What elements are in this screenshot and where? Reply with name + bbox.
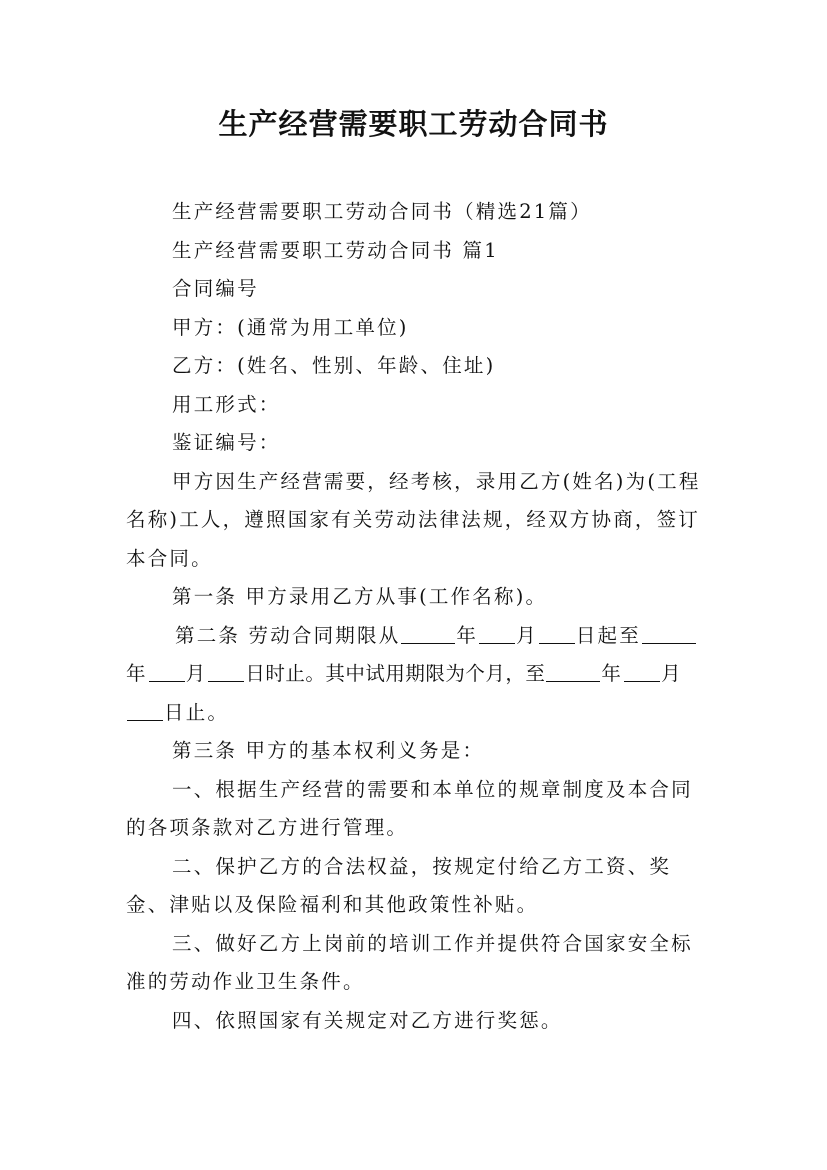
blank-field [401,621,455,644]
month-label: 月 [185,662,208,685]
blank-field [208,659,244,682]
article-2-prefix: 第二条 劳动合同期限从 [175,623,401,647]
article-1: 第一条 甲方录用乙方从事(工作名称)。 [172,585,548,608]
blank-field [127,698,163,721]
employment-form-line: 用工形式： [172,392,281,416]
day-end-label: 日止。 [164,700,230,724]
document-title: 生产经营需要职工劳动合同书 [218,107,609,141]
year-label: 年 [456,623,479,647]
duty-item-2: 二、保护乙方的合法权益，按规定付给乙方工资、奖金、津贴以及保险福利和其他政策性补贴。 [126,854,672,916]
blank-field [479,621,515,644]
blank-field [624,659,660,682]
party-a-line: 甲方：(通常为用工单位) [172,315,409,339]
blank-field [149,659,185,682]
year-label: 年 [126,662,148,685]
verification-number-line: 鉴证编号： [172,431,281,454]
party-b-line: 乙方：(姓名、性别、年龄、住址) [172,354,496,377]
section-heading: 生产经营需要职工劳动合同书 篇1 [172,238,499,262]
article-3: 第三条 甲方的基本权利义务是： [172,739,485,762]
document-body [126,193,704,1040]
blank-field [546,659,600,682]
day-from-label: 日起至 [575,623,641,647]
blank-field [539,621,575,644]
contract-number-label: 合同编号 [172,277,259,300]
blank-field [642,621,696,644]
year-label: 年 [601,662,624,685]
article-2 [126,617,704,733]
duty-item-3: 三、做好乙方上岗前的培训工作并提供符合国家安全标准的劳动作业卫生条件。 [126,931,693,993]
day-until-label: 日时止。其中试用期限为个月，至 [245,662,546,685]
month-label: 月 [516,623,538,647]
duty-item-1: 一、根据生产经营的需要和本单位的规章制度及本合同的各项条款对乙方进行管理。 [126,777,693,839]
duty-item-4: 四、依照国家有关规定对乙方进行奖惩。 [172,1008,563,1032]
preamble-paragraph: 甲方因生产经营需要，经考核，录用乙方(姓名)为(工程名称)工人，遵照国家有关劳动法律法规，经双方协商，签订本合同。 [126,469,701,570]
month-label: 月 [661,662,683,685]
subtitle-line: 生产经营需要职工劳动合同书（精选21篇） [172,200,592,223]
